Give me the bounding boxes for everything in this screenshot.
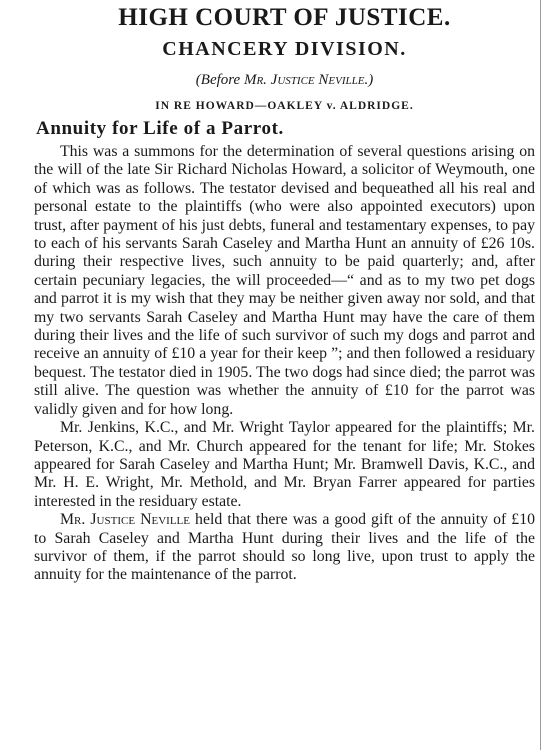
article-title: Annuity for Life of a Parrot. [36, 118, 284, 139]
before-close: .) [364, 72, 374, 88]
paragraph-judgment [34, 511, 535, 585]
paragraph-counsel: Mr. Jenkins, K.C., and Mr. Wright Taylor appeared for the plaintiffs; Mr. Peterson, K.C., and Mr. Church appeared for the tenant for life; Mr. Stokes appeared for Sarah Caseley and Martha Hunt; Mr. Bramwell Davis, K.C., and Mr. H. E. Wright, Mr. Methold, and Mr. Bryan Farrer appeared for parties interested in the residuary estate. [34, 419, 535, 510]
division-heading: CHANCERY DIVISION. [162, 38, 407, 60]
paragraph-facts: This was a summons for the determination of several questions arising on the will of the late Sir Richard Nicholas Howard, a solicitor of Weymouth, one of which was as follows. The testator devised and bequeathed all his real and personal estate to the plaintiffs (who were also appointed executors) upon trust, after payment of his just debts, funeral and testamentary expenses, to pay to each of his servants Sarah Caseley and Martha Hunt an annuity of £26 10s. during their respective lives, such annuity to be paid quarterly; and, after certain pecuniary legacies, the will proceeded—“ and as to my two pet dogs and parrot it is my wish that they may be neither given away nor sold, and that my two servants Sarah Caseley and Martha Hunt may have the care of them during their lives and the life of such survivor of such my dogs and parrot and receive an annuity of £10 a year for their keep ”; and then followed a residuary bequest. The testator died in 1905. The two dogs had since died; the parrot was still alive. The question was whether the annuity of £10 for the parrot was validly given and for how long. [34, 143, 535, 418]
judgment-text: held that there was a good gift of the annuity of £10 to Sarah Caseley and Martha Hunt during their lives and the life of the survivor of them, if the parrot should so long live, upon trust to apply the annuity for the maintenance of the parrot. [34, 511, 535, 584]
court-heading: HIGH COURT OF JUSTICE. [118, 4, 451, 31]
column-rule [540, 0, 541, 750]
before-judge-line [34, 70, 535, 90]
before-open: (Before [195, 72, 244, 88]
judge-name: Mr. Justice Neville [243, 72, 365, 88]
judgment-judge-name: Mr. Justice Neville [60, 511, 190, 529]
case-name: IN RE HOWARD—OAKLEY v. ALDRIDGE. [155, 100, 414, 112]
